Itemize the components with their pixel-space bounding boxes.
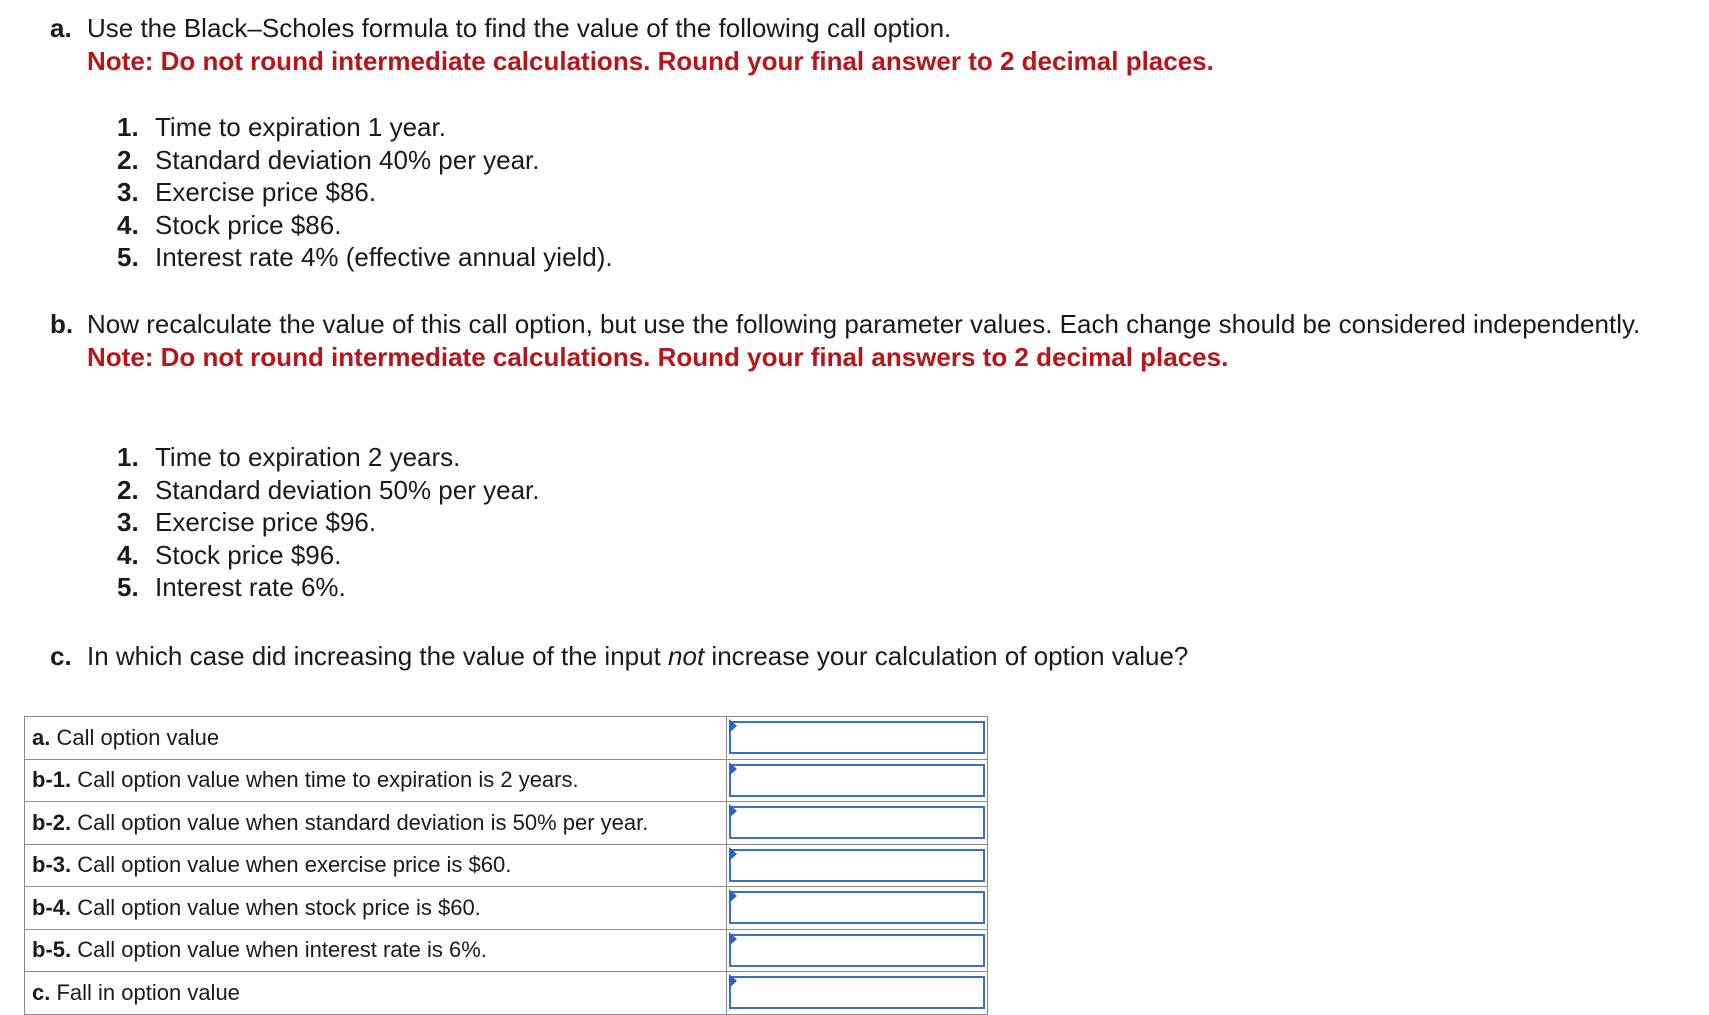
row-label [25, 717, 727, 760]
list-item [117, 209, 613, 242]
row-prefix: b-4. [32, 894, 72, 920]
answer-cell [727, 717, 988, 760]
part-c-question-end: increase your calculation of option value? [704, 641, 1189, 671]
answer-input-b5[interactable] [729, 934, 985, 967]
row-prefix: b-5. [32, 937, 72, 963]
row-label [25, 929, 727, 972]
row-label-text: Call option value when time to expiration is 2 years. [71, 767, 579, 793]
list-item-number: 5. [117, 242, 139, 272]
table-row [25, 759, 988, 802]
part-c-question-emphasis: not [668, 641, 705, 671]
list-item-number: 1. [117, 442, 139, 472]
row-prefix: b-3. [32, 852, 72, 878]
part-c-question [87, 640, 1650, 673]
part-a [50, 12, 1650, 78]
part-c-letter: c. [50, 641, 72, 671]
list-item-number: 5. [117, 572, 139, 602]
list-item-text: Interest rate 6%. [155, 572, 346, 602]
list-item-number: 3. [117, 507, 139, 537]
triangle-marker-icon [729, 847, 737, 861]
triangle-marker-icon [729, 889, 737, 903]
table-row [25, 972, 988, 1015]
row-prefix: b-1. [32, 767, 72, 793]
row-label-text: Call option value when interest rate is 6%. [71, 937, 487, 963]
part-a-question: Use the Black–Scholes formula to find the value of the following call option. [87, 13, 952, 43]
row-label-text: Call option value when standard deviation is 50% per year. [71, 809, 649, 835]
part-b-note: Note: Do not round intermediate calculations. Round your final answers to 2 decimal places. [87, 342, 1229, 372]
list-item-text: Interest rate 4% (effective annual yield). [155, 242, 613, 272]
answer-cell [727, 929, 988, 972]
row-label [25, 887, 727, 930]
row-label-text: Call option value when stock price is $60. [71, 894, 481, 920]
list-item [117, 474, 539, 507]
list-item-text: Stock price $96. [155, 539, 342, 570]
table-row [25, 887, 988, 930]
answer-cell [727, 972, 988, 1015]
table-row [25, 802, 988, 845]
triangle-marker-icon [729, 719, 737, 733]
part-a-letter: a. [50, 13, 72, 43]
answer-cell [727, 802, 988, 845]
list-item-text: Standard deviation 50% per year. [155, 474, 540, 505]
table-row [25, 717, 988, 760]
list-item-number: 2. [117, 474, 139, 505]
part-c [50, 640, 1650, 673]
answer-input-b3[interactable] [729, 849, 985, 882]
list-item-text: Exercise price $96. [155, 507, 377, 537]
list-item-number: 1. [117, 112, 139, 142]
row-label [25, 844, 727, 887]
triangle-marker-icon [729, 974, 737, 988]
triangle-marker-icon [729, 932, 737, 946]
list-item [117, 176, 613, 209]
answer-cell [727, 844, 988, 887]
list-item-text: Exercise price $86. [155, 177, 377, 207]
triangle-marker-icon [729, 804, 737, 818]
list-item-text: Stock price $86. [155, 209, 342, 240]
row-prefix: c. [32, 979, 51, 1005]
part-a-note: Note: Do not round intermediate calculations. Round your final answer to 2 decimal places. [87, 46, 1214, 76]
list-item-number: 2. [117, 144, 139, 175]
answer-input-b4[interactable] [729, 891, 985, 924]
row-label [25, 759, 727, 802]
list-item-number: 3. [117, 177, 139, 207]
part-c-question-start: In which case did increasing the value of the input [87, 641, 669, 671]
answer-input-c[interactable] [729, 976, 985, 1009]
list-item-number: 4. [117, 539, 139, 570]
answer-input-b1[interactable] [729, 764, 985, 797]
part-b [50, 308, 1650, 374]
answer-input-a[interactable] [729, 721, 985, 754]
answer-cell [727, 759, 988, 802]
list-item [117, 241, 613, 274]
row-label-text: Fall in option value [50, 979, 240, 1005]
list-item-number: 4. [117, 209, 139, 240]
list-item-text: Time to expiration 1 year. [155, 112, 446, 142]
row-prefix: a. [32, 724, 51, 750]
part-a-parameter-list [117, 111, 613, 274]
row-label-text: Call option value when exercise price is $60. [71, 852, 512, 878]
row-prefix: b-2. [32, 809, 72, 835]
part-b-parameter-list [117, 441, 539, 604]
list-item [117, 441, 539, 474]
row-label-text: Call option value [50, 724, 220, 750]
row-label [25, 972, 727, 1015]
row-label [25, 802, 727, 845]
list-item-text: Standard deviation 40% per year. [155, 144, 540, 175]
table-row [25, 844, 988, 887]
part-b-question: Now recalculate the value of this call option, but use the following parameter values. Each change should be considered independently. [87, 309, 1641, 339]
answer-input-b2[interactable] [729, 806, 985, 839]
answer-table [24, 716, 988, 1015]
list-item [117, 506, 539, 539]
list-item [117, 571, 539, 604]
list-item-text: Time to expiration 2 years. [155, 442, 461, 472]
table-row [25, 929, 988, 972]
answer-cell [727, 887, 988, 930]
list-item [117, 144, 613, 177]
list-item [117, 539, 539, 572]
part-b-letter: b. [50, 309, 74, 339]
triangle-marker-icon [729, 762, 737, 776]
list-item [117, 111, 613, 144]
